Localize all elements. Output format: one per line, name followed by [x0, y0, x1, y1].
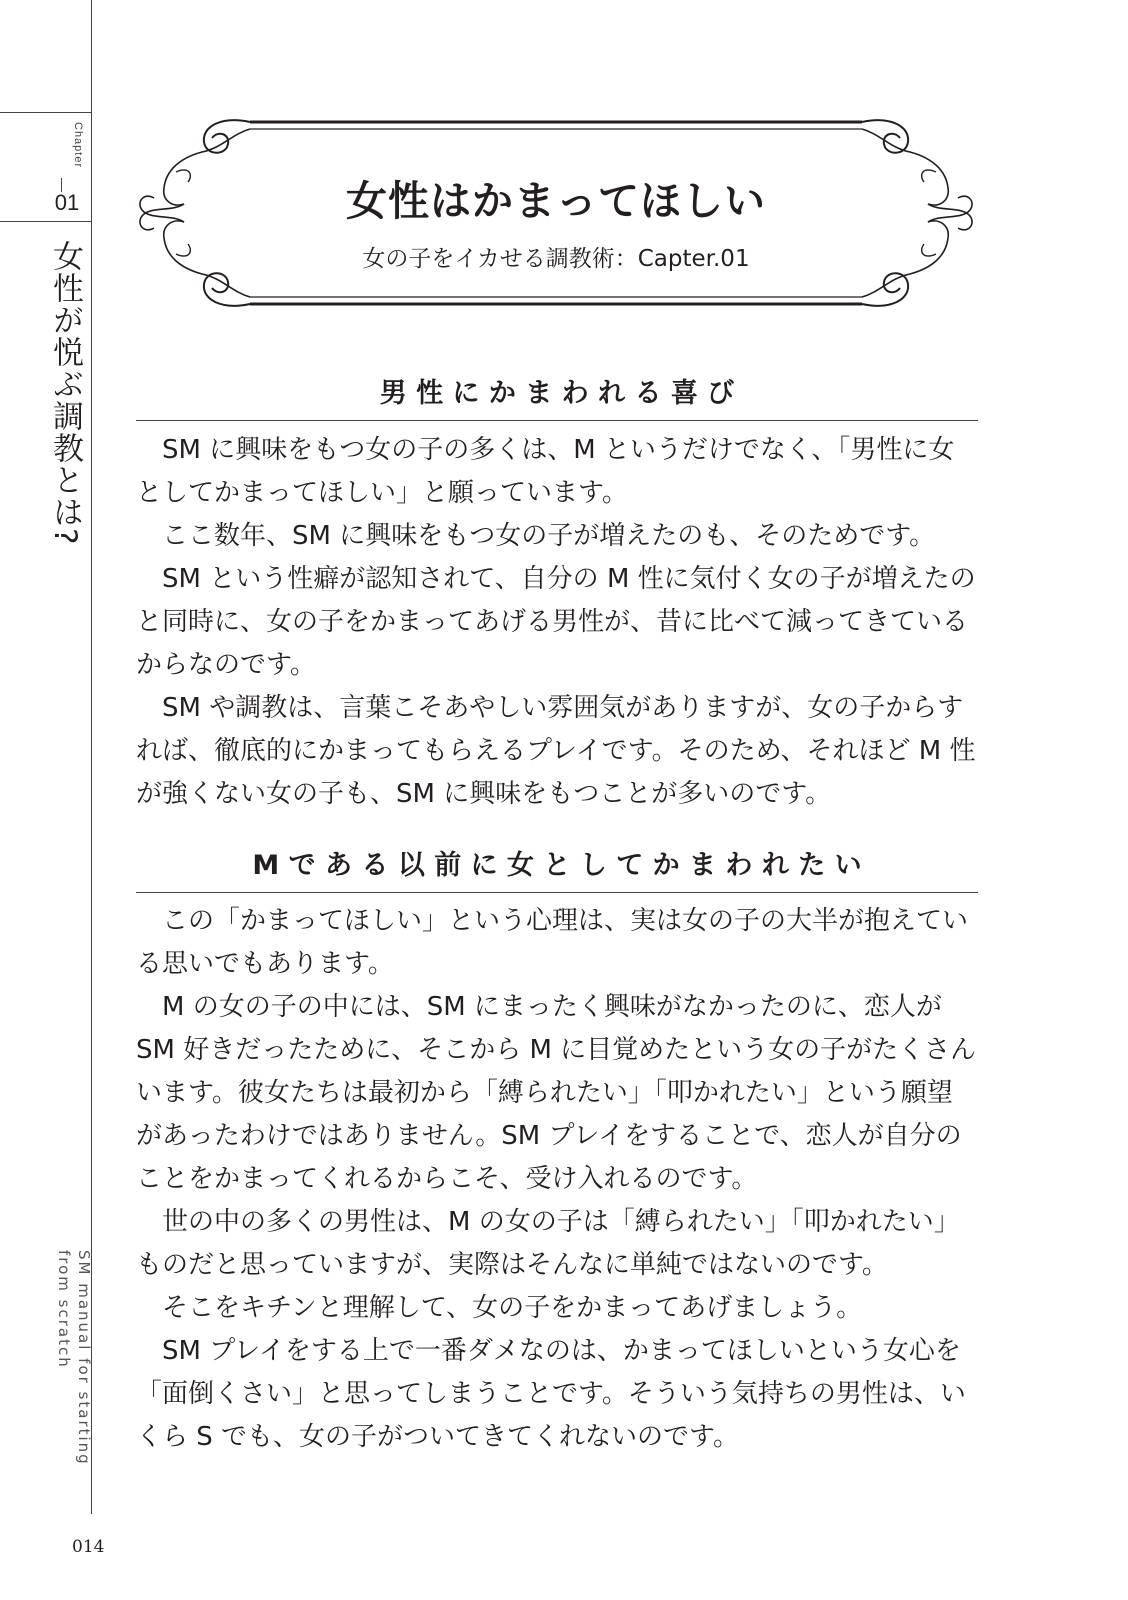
- page-number: 014: [72, 1537, 105, 1557]
- section-heading: 男 性 に か ま わ れ る 喜 び: [379, 378, 735, 409]
- section-body: [136, 429, 978, 816]
- paragraph: SM という性癖が認知されて、自分の M 性に気付く女の子が増えたのと同時に、女の子をかまってあげる男性が、昔に比べて減ってきているからなのです。: [136, 564, 976, 680]
- paragraph: M の女の子の中には、SM にまったく興味がなかったのに、恋人が SM 好きだったために、そこから M に目覚めたという女の子がたくさんいます。彼女たちは最初から「縛られたい」「叩かれたい」という願望があったわけではありません。SM プレイをすることで、恋人が自分のことをかまってくれるからこそ、受け入れるのです。: [136, 992, 977, 1194]
- paragraph: そこをキチンと理解して、女の子をかまってあげましょう。: [162, 1293, 863, 1323]
- section-body: [136, 900, 978, 1459]
- section-heading: M で あ る 以 前 に 女 と し て か ま わ れ た い: [252, 850, 862, 881]
- paragraph: ここ数年、SM に興味をもつ女の子が増えたのも、そのためです。: [162, 521, 936, 551]
- section-divider: [136, 892, 978, 893]
- paragraph: 世の中の多くの男性は、M の女の子は「縛られたい」「叩かれたい」ものだと思っていますが、実際はそんなに単純ではないのです。: [136, 1207, 960, 1280]
- paragraph: SM プレイをする上で一番ダメなのは、かまってほしいという女心を「面倒くさい」と思ってしまうことです。そういう気持ちの男性は、いくら S でも、女の子がついてきてくれないのです。: [136, 1336, 966, 1452]
- section-divider: [136, 420, 978, 421]
- chapter-label: Chapter: [72, 122, 84, 169]
- vertical-chapter-title: 女性が悦ぶ調教とは?: [47, 240, 83, 546]
- paragraph: SM や調教は、言葉こそあやしい雰囲気がありますが、女の子からすれば、徹底的にかまってもらえるプレイです。そのため、それほど M 性が強くない女の子も、SM に興味をもつことが多いのです。: [136, 693, 976, 809]
- paragraph: この「かまってほしい」という心理は、実は女の子の大半が抱えている思いでもあります。: [136, 906, 969, 979]
- book-subtitle-vertical: SM manual for starting from scratch: [55, 1250, 93, 1466]
- page-subtitle: 女の子をイカせる調教術：Capter.01: [362, 246, 750, 272]
- paragraph: SM に興味をもつ女の子の多くは、M というだけでなく、「男性に女としてかまってほしい」と願っています。: [136, 435, 955, 508]
- page-title: 女性はかまってほしい: [346, 177, 766, 225]
- chapter-number: 01: [54, 190, 80, 215]
